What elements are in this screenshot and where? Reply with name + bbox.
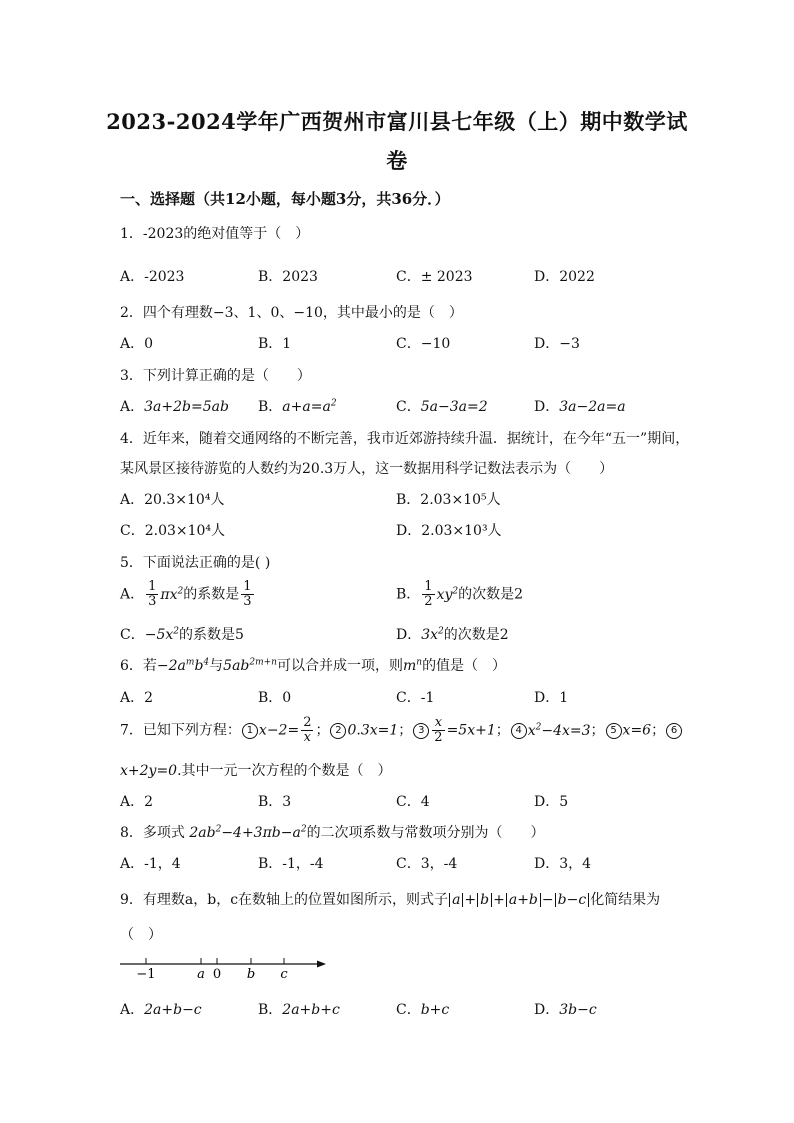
question-3-stem: 3．下列计算正确的是（ ）: [120, 368, 311, 384]
q8-option-d: D．3，4: [534, 856, 592, 872]
question-4-stem-line1: 4．近年来，随着交通网络的不断完善，我市近郊游持续升温．据统计，在今年“五一”期间，: [120, 431, 690, 447]
label-c: c: [280, 967, 288, 982]
q6-option-c: C．-1: [396, 690, 435, 706]
q4-option-a: A．20.3×10⁴人: [120, 492, 225, 508]
q5-option-b: B． $\frac{1}{2}$ $xy^2$的次数是2: [396, 579, 524, 609]
label-neg1: −1: [136, 967, 156, 982]
q6-option-d: D．1: [534, 690, 569, 706]
q1-option-a: A．-2023: [120, 269, 185, 285]
q9-option-b: B．2a+b+c: [258, 1002, 340, 1018]
q1-option-b: B．2023: [258, 269, 318, 285]
q5-option-d: D．$3x^2$的次数是2: [396, 626, 509, 643]
q4-option-b: B．2.03×10⁵人: [396, 492, 501, 508]
q7-option-d: D．5: [534, 794, 569, 810]
section-heading: 一、选择题（共12小题，每小题3分，共36分．）: [120, 190, 450, 208]
q5-option-c: C．$-5x^2$的系数是5: [120, 626, 244, 643]
question-7-stem-line2: x+2y=0.其中一元一次方程的个数是（ ）: [120, 763, 392, 779]
question-1-stem: 1．-2023的绝对值等于（ ）: [120, 226, 310, 242]
question-9-paren: （ ）: [120, 927, 162, 943]
q2-option-a: A．0: [120, 336, 154, 352]
q8-option-b: B．-1，-4: [258, 856, 324, 872]
q7-option-b: B．3: [258, 794, 292, 810]
q1-option-c: C．± 2023: [396, 269, 473, 285]
q8-option-c: C．3，-4: [396, 856, 458, 872]
q1-option-d: D．2022: [534, 269, 595, 285]
page-title-continued: 卷: [386, 148, 408, 173]
q9-option-d: D．3b−c: [534, 1002, 597, 1018]
q3-option-c: C．5a−3a=2: [396, 399, 488, 415]
question-2-stem: 2．四个有理数−3、1、0、−10，其中最小的是（ ）: [120, 305, 463, 321]
q8-option-a: A．-1，4: [120, 856, 181, 872]
q4-option-d: D．2.03×10³人: [396, 523, 502, 539]
q2-option-d: D．−3: [534, 336, 580, 352]
q7-option-a: A．2: [120, 794, 154, 810]
question-6-stem: 6．若$-2a^mb^4$与$5ab^{2m+n}$可以合并成一项，则$m^n$的值是（ ）: [120, 657, 507, 674]
q6-option-a: A．2: [120, 690, 154, 706]
q3-option-d: D．3a−2a=a: [534, 399, 626, 415]
q5-option-a: A． $\frac{1}{3}$ $\pi x^2$的系数是 $\frac{1}{3}$: [120, 579, 252, 609]
page-title: 2023-2024学年广西贺州市富川县七年级（上）期中数学试: [106, 109, 688, 134]
q9-option-c: C．b+c: [396, 1002, 450, 1018]
q4-option-c: C．2.03×10⁴人: [120, 523, 226, 539]
number-line-arrow: [317, 961, 326, 968]
q3-option-b: B．$a+a=a^2$: [258, 398, 337, 415]
q9-option-a: A．2a+b−c: [120, 1002, 202, 1018]
question-4-stem-line2: 某风景区接待游览的人数约为20.3万人，这一数据用科学记数法表示为（ ）: [120, 461, 614, 477]
q2-option-b: B．1: [258, 336, 292, 352]
q7-option-c: C．4: [396, 794, 430, 810]
label-b: b: [246, 967, 256, 982]
question-8-stem: 8．多项式 $2ab^2-4+3\pi b-a^2$的二次项系数与常数项分别为（ ）: [120, 824, 545, 841]
q6-option-b: B．0: [258, 690, 292, 706]
question-7-stem: 7．已知下列方程： 1 x−2= $\frac{2}{x}$ ； 2 0.3x=1； 3 $\frac{x}{2}$ =5x+1； 4 $x^2-4x=3$； 5 x=6； 6: [120, 716, 683, 745]
q3-option-a: A．3a+2b=5ab: [120, 399, 229, 415]
number-line-diagram: [118, 948, 332, 982]
question-9-stem: 9．有理数a，b，c在数轴上的位置如图所示，则式子 a + b + a+b − b−c 化简结果为: [120, 892, 661, 908]
label-a: a: [197, 967, 205, 982]
question-5-stem: 5．下面说法正确的是( ): [120, 555, 271, 571]
q2-option-c: C．−10: [396, 336, 451, 352]
label-0: 0: [212, 967, 222, 982]
